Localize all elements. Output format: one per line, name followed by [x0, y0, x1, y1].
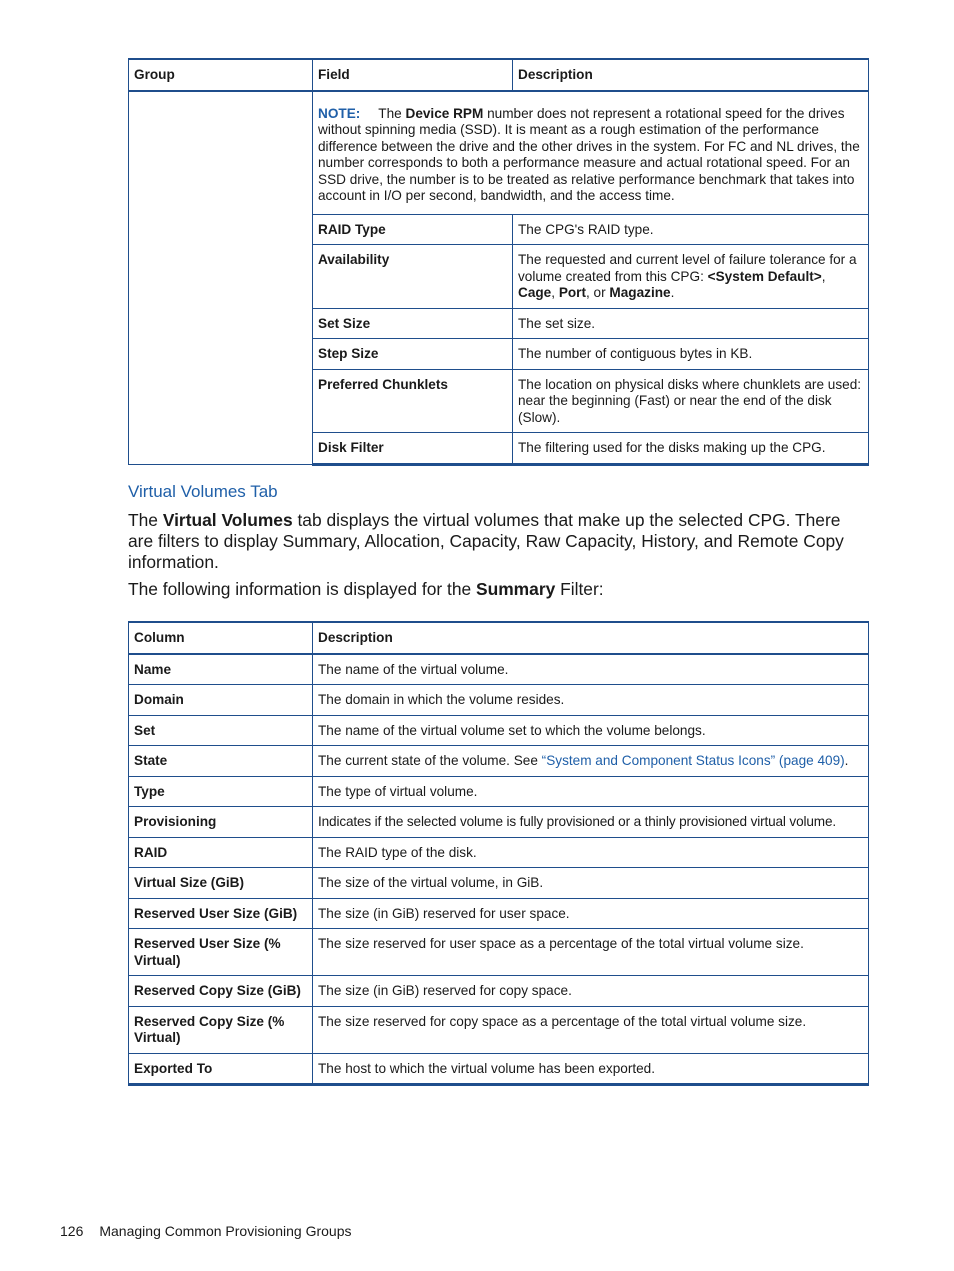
table-row [129, 685, 869, 716]
column-cell: Name [129, 654, 313, 685]
status-icons-link[interactable]: “System and Component Status Icons” (page 409) [541, 753, 845, 768]
table-header-row [129, 622, 869, 654]
description-cell: The host to which the virtual volume has been exported. [313, 1053, 869, 1085]
option-port: Port [558, 285, 586, 300]
table-row [129, 654, 869, 685]
note-bold-term: Device RPM [405, 105, 484, 121]
note-text: number does not represent a rotational speed for the drives without spinning media (SSD). It is meant as a rough estimation of the performance difference between the drive and the other drives in the system. For FC and NL drives, the number corresponds to both a performance measure and actual rotational speed. For an SSD drive, the number is to be treated as relative performance benchmark that takes into account in I/O per second, bandwidth, and the access time. [318, 105, 860, 203]
intro-paragraph [128, 510, 868, 573]
description-cell [513, 245, 869, 309]
table-row [129, 976, 869, 1007]
table-row [129, 715, 869, 746]
description-cell: The filtering used for the disks making up the CPG. [513, 433, 869, 465]
description-cell: The size reserved for user space as a percentage of the total virtual volume size. [313, 929, 869, 976]
description-cell [313, 746, 869, 777]
column-header-column: Column [129, 622, 313, 654]
description-cell: The CPG's RAID type. [513, 214, 869, 245]
chapter-title: Managing Common Provisioning Groups [99, 1223, 352, 1239]
field-cell: RAID Type [313, 214, 513, 245]
sentence-end: . [670, 285, 675, 300]
column-header-group: Group [129, 59, 313, 91]
separator: , [821, 268, 826, 284]
note-cell [313, 91, 869, 215]
paragraph-text: The following information is displayed for the [128, 579, 476, 599]
description-text: The current state of the volume. See [318, 753, 542, 768]
option-system-default: <System Default> [707, 268, 822, 284]
field-cell: Availability [313, 245, 513, 309]
page-footer [60, 1223, 351, 1239]
description-cell: The size (in GiB) reserved for copy space. [313, 976, 869, 1007]
field-cell: Step Size [313, 339, 513, 370]
option-magazine: Magazine [609, 285, 671, 300]
description-cell: The set size. [513, 308, 869, 339]
description-cell: The RAID type of the disk. [313, 837, 869, 868]
description-cell: Indicates if the selected volume is fully provisioned or a thinly provisioned virtual volume. [313, 807, 869, 838]
note-label: NOTE: [318, 105, 361, 121]
column-cell: Reserved Copy Size (% Virtual) [129, 1006, 313, 1053]
section-heading: Virtual Volumes Tab [128, 482, 278, 501]
description-cell: The name of the virtual volume. [313, 654, 869, 685]
column-header-field: Field [313, 59, 513, 91]
column-cell: State [129, 746, 313, 777]
field-cell: Preferred Chunklets [313, 369, 513, 433]
table-row [129, 746, 869, 777]
column-cell: Provisioning [129, 807, 313, 838]
table-row [129, 807, 869, 838]
page-number: 126 [60, 1223, 84, 1239]
table-row [129, 1053, 869, 1085]
column-cell: Exported To [129, 1053, 313, 1085]
column-cell: Reserved User Size (% Virtual) [129, 929, 313, 976]
separator: , or [586, 285, 610, 300]
group-cell [129, 91, 313, 465]
table-row [129, 776, 869, 807]
description-text: The requested and current level of failure tolerance for a volume created from this CPG: [518, 252, 857, 284]
paragraph-bold-term: Virtual Volumes [162, 510, 293, 530]
column-cell: Virtual Size (GiB) [129, 868, 313, 899]
cpg-fields-table [128, 58, 869, 466]
summary-paragraph [128, 579, 868, 600]
paragraph-text: Filter: [555, 579, 604, 599]
note-text-pre: The [378, 105, 406, 121]
table-row [129, 837, 869, 868]
column-header-description: Description [513, 59, 869, 91]
table-header-row [129, 59, 869, 91]
paragraph-text: tab displays the virtual volumes that make up the selected CPG. There are filters to display Summary, Allocation, Capacity, Raw Capacity, History, and Remote Copy information. [128, 510, 844, 572]
table-row-note [129, 91, 869, 215]
table-row [129, 898, 869, 929]
column-cell: Domain [129, 685, 313, 716]
description-cell: The size reserved for copy space as a percentage of the total virtual volume size. [313, 1006, 869, 1053]
description-cell: The name of the virtual volume set to which the volume belongs. [313, 715, 869, 746]
description-cell: The size (in GiB) reserved for user space. [313, 898, 869, 929]
table-row [129, 1006, 869, 1053]
column-cell: Type [129, 776, 313, 807]
column-cell: RAID [129, 837, 313, 868]
column-cell: Reserved Copy Size (GiB) [129, 976, 313, 1007]
column-cell: Set [129, 715, 313, 746]
description-cell: The location on physical disks where chunklets are used: near the beginning (Fast) or near the end of the disk (Slow). [513, 369, 869, 433]
separator: , [551, 285, 559, 300]
description-cell: The type of virtual volume. [313, 776, 869, 807]
option-cage: Cage [518, 285, 552, 300]
field-cell: Set Size [313, 308, 513, 339]
summary-columns-table [128, 621, 869, 1086]
field-cell: Disk Filter [313, 433, 513, 465]
description-cell: The number of contiguous bytes in KB. [513, 339, 869, 370]
description-cell: The domain in which the volume resides. [313, 685, 869, 716]
column-cell: Reserved User Size (GiB) [129, 898, 313, 929]
paragraph-bold-term: Summary [476, 579, 556, 599]
table-row [129, 929, 869, 976]
column-header-description: Description [313, 622, 869, 654]
sentence-end: . [844, 753, 849, 768]
table-row [129, 868, 869, 899]
description-cell: The size of the virtual volume, in GiB. [313, 868, 869, 899]
paragraph-text: The [128, 510, 163, 530]
